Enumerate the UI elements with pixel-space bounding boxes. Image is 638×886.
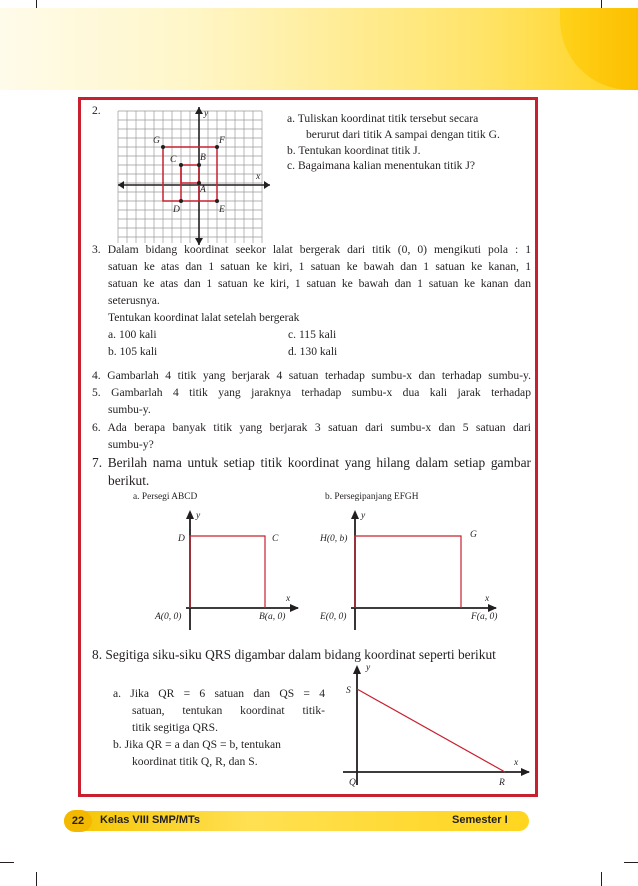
q7b-point-h: H(0, b) — [320, 534, 348, 544]
q2-grid — [118, 111, 262, 243]
q2-grid-figure — [118, 107, 278, 247]
q8-a-line3: titik segitiga QRS. — [132, 721, 218, 734]
q2-point-c: C — [170, 155, 177, 165]
q3-line2: satuan ke atas dan 1 satuan ke kiri, 1 satuan ke bawah dan 1 satuan ke kanan, 1 — [108, 260, 531, 273]
q2-x-label: x — [256, 172, 261, 182]
q8-point-q: Q — [349, 778, 356, 788]
q5-line2: sumbu-y. — [108, 403, 151, 416]
q7a-point-d: D — [178, 534, 185, 544]
q8-a-line2: satuan, tentukan koordinat titik- — [132, 704, 325, 717]
q7b-point-g: G — [470, 530, 477, 540]
q2-a-line2: berurut dari titik A sampai dengan titik G. — [306, 128, 500, 141]
q3-option-d: d. 130 kali — [288, 345, 338, 358]
q2-point-a: A — [200, 185, 206, 195]
q7b-point-e: E(0, 0) — [320, 612, 347, 622]
q8-line1: 8. Segitiga siku-siku QRS digambar dalam bidang koordinat seperti berikut — [92, 647, 496, 662]
q7a-point-c: C — [272, 534, 279, 544]
q7b-x-label: x — [485, 594, 490, 604]
q2-point-e: E — [219, 205, 225, 215]
q2-b: b. Tentukan koordinat titik J. — [287, 144, 421, 157]
footer-semester: Semester I — [452, 814, 508, 826]
crop-mark — [601, 872, 602, 886]
q8-b-line2: koordinat titik Q, R, dan S. — [132, 755, 258, 768]
q5-line1: 5. Gambarlah 4 titik yang jaraknya terhadap sumbu-x dua kali jarak terhadap — [92, 386, 531, 399]
q8-point-s: S — [346, 686, 351, 696]
footer-title: Kelas VIII SMP/MTs — [100, 814, 201, 826]
crop-mark — [624, 862, 638, 863]
q7a-point-a: A(0, 0) — [155, 612, 182, 622]
q2-point-f: F — [219, 136, 225, 146]
q7b-rectangle — [355, 536, 461, 608]
q8-b-line1: b. Jika QR = a dan QS = b, tentukan — [113, 738, 281, 751]
q7-b-caption: b. Persegipanjang EFGH — [325, 492, 419, 502]
q6-line1: 6. Ada berapa banyak titik yang berjarak 3 satuan dari sumbu-x dan 5 satuan dari — [92, 421, 531, 434]
q2-y-label: y — [204, 109, 209, 119]
q4: 4. Gambarlah 4 titik yang berjarak 4 satuan terhadap sumbu-x dan terhadap sumbu-y. — [92, 369, 531, 382]
q3-line4: seterusnya. — [108, 294, 160, 307]
q7a-point-b: B(a, 0) — [259, 612, 286, 622]
q2-point-g: G — [153, 136, 160, 146]
q7a-square — [190, 536, 265, 608]
q7-line2: berikut. — [108, 473, 150, 488]
crop-mark — [36, 872, 37, 886]
q2-c: c. Bagaimana kalian menentukan titik J? — [287, 159, 476, 172]
q8-x-label: x — [514, 758, 519, 768]
q3-line1: 3. Dalam bidang koordinat seekor lalat bergerak dari titik (0, 0) mengikuti pola : 1 — [92, 243, 531, 256]
q7b-point-f: F(a, 0) — [471, 612, 498, 622]
q2-a-line1: a. Tuliskan koordinat titik tersebut secara — [287, 112, 479, 125]
q2-number: 2. — [92, 104, 101, 117]
q3-option-b: b. 105 kali — [108, 345, 158, 358]
q8-y-label: y — [366, 663, 371, 673]
q6-line2: sumbu-y? — [108, 438, 154, 451]
q7-line1: 7. Berilah nama untuk setiap titik koordinat yang hilang dalam setiap gambar — [92, 455, 531, 470]
crop-mark — [0, 862, 14, 863]
q8-hypotenuse-rs — [357, 689, 505, 772]
q7b-y-label: y — [361, 511, 366, 521]
page-number: 22 — [64, 810, 92, 832]
q3-line5: Tentukan koordinat lalat setelah bergerak — [108, 311, 300, 324]
q7a-y-label: y — [196, 511, 201, 521]
q3-line3: satuan ke atas dan 1 satuan ke kiri, 1 satuan ke bawah dan 1 satuan ke kanan dan — [108, 277, 531, 290]
q3-option-a: a. 100 kali — [108, 328, 157, 341]
q7a-x-label: x — [286, 594, 291, 604]
q8-figure — [335, 663, 535, 788]
q2-point-d: D — [173, 205, 180, 215]
q7-a-caption: a. Persegi ABCD — [133, 492, 198, 502]
q8-point-r: R — [499, 778, 505, 788]
q3-option-c: c. 115 kali — [288, 328, 337, 341]
q8-a-line1: a. Jika QR = 6 satuan dan QS = 4 — [113, 687, 325, 700]
header-band — [0, 8, 638, 90]
q2-point-b: B — [200, 153, 206, 163]
